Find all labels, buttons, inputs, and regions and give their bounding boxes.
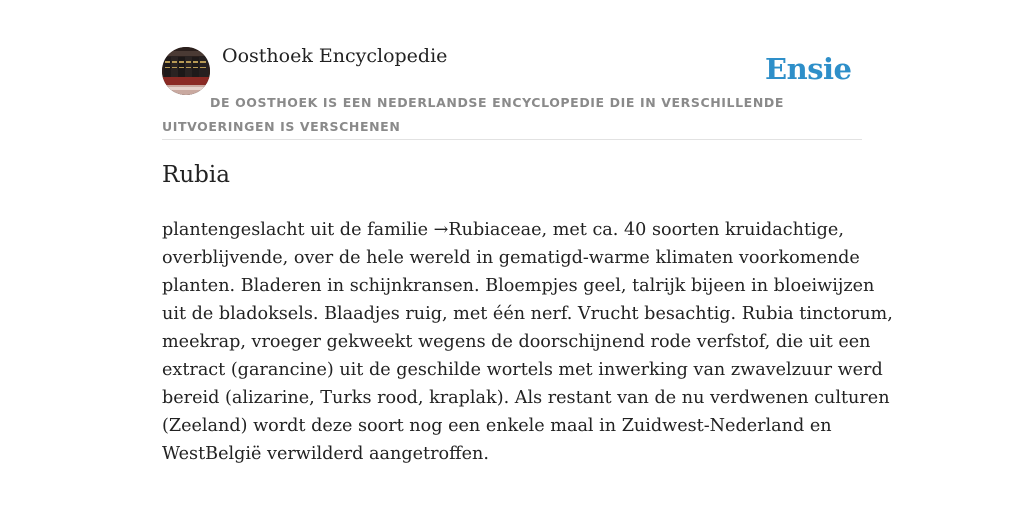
body-line: bereid (alizarine, Turks rood, kraplak). Als restant van de nu verdwenen culturen [162, 388, 890, 408]
source-name[interactable]: Oosthoek Encyclopedie [222, 45, 448, 67]
brand-logo[interactable]: Ensie [765, 52, 852, 86]
article-title: Rubia [162, 162, 230, 188]
body-line: extract (garancine) uit de geschilde wortels met inwerking van zwavelzuur werd [162, 360, 883, 380]
encyclopedia-books-icon [162, 47, 210, 95]
body-line: WestBelgië verwilderd aangetroffen. [162, 444, 489, 464]
body-line: plantengeslacht uit de familie →Rubiaceae, met ca. 40 soorten kruidachtige, [162, 220, 844, 240]
source-description: DE OOSTHOEK IS EEN NEDERLANDSE ENCYCLOPEDIE DIE IN VERSCHILLENDE UITVOERINGEN IS VERSCHENEN [162, 95, 784, 134]
body-line: planten. Bladeren in schijnkransen. Bloempjes geel, talrijk bijeen in bloeiwijzen [162, 276, 875, 296]
body-line: meekrap, vroeger gekweekt wegens de doorschijnend rode verfstof, die uit een [162, 332, 871, 352]
body-line: uit de bladoksels. Blaadjes ruig, met één nerf. Vrucht besachtig. Rubia tinctorum, [162, 304, 893, 324]
article-body [162, 216, 893, 468]
body-line: overblijvende, over de hele wereld in gematigd-warme klimaten voorkomende [162, 248, 860, 268]
source-avatar[interactable] [162, 47, 210, 95]
body-line: (Zeeland) wordt deze soort nog een enkele maal in Zuidwest-Nederland en [162, 416, 832, 436]
divider [162, 139, 862, 140]
